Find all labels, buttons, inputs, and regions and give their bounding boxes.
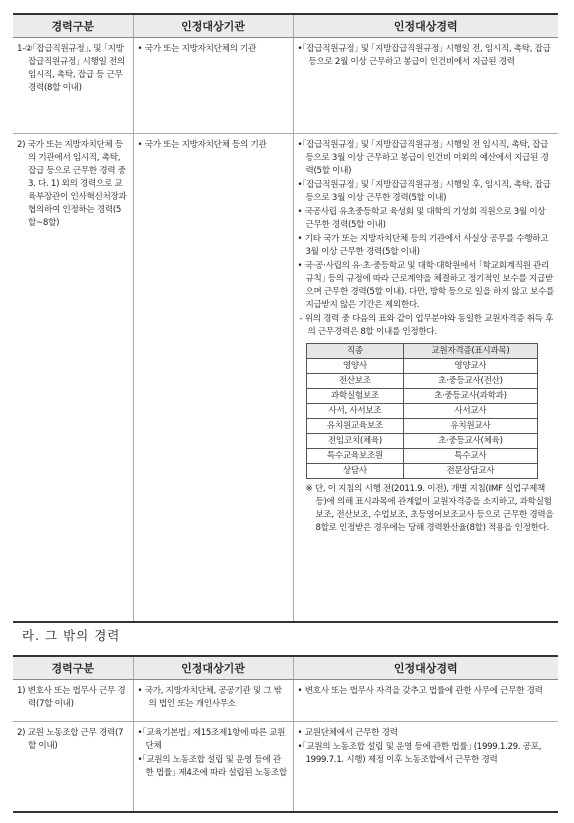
table-header-row [13, 656, 558, 680]
table-row [13, 38, 558, 134]
table-row [306, 419, 537, 434]
job-cell: 상담사 [306, 464, 404, 479]
cert-cell: 사서교사 [404, 404, 537, 419]
row-category: 2) 교원 노동조합 근무 경력(7할 이내) [13, 722, 133, 812]
row-institution: • 국가, 지방자치단체, 공공기관 및 그 밖의 법인 또는 개인사무소 [133, 680, 293, 722]
table-row [306, 389, 537, 404]
cert-cell: 초·중등교사(과학과) [404, 389, 537, 404]
cert-cell: 특수교사 [404, 449, 537, 464]
table-row [306, 449, 537, 464]
job-cell: 전임코치(체육) [306, 434, 404, 449]
table-row [306, 434, 537, 449]
table-row [306, 359, 537, 374]
cert-cell: 영양교사 [404, 359, 537, 374]
career-table-other [13, 655, 558, 813]
footnote: ※ 단, 이 지침의 시행 전(2011.9. 이전), 개별 지침(IMF 실업구제책 등)에 의해 표시과목에 관계없이 교원자격증을 소지하고, 과학실험보조, 전산보조, 수업보조, 초등영어보조교사 등으로 근무한 경력을 8할로 인정받은 경우에는 당해 경력환산율(8할) 적용을 인정한다. [305, 484, 554, 533]
header-institution: 인정대상기관 [133, 656, 293, 680]
table-row [306, 404, 537, 419]
header-institution: 인정대상기관 [133, 14, 293, 38]
header-category: 경력구분 [13, 656, 133, 680]
row-career: • 변호사 또는 법무사 자격을 갖추고 법률에 관한 사무에 근무한 경력 [293, 680, 558, 722]
row-category: 1) 변호사 또는 법무사 근무 경력(7할 이내) [13, 680, 133, 722]
job-cell: 전산보조 [306, 374, 404, 389]
list-item: •｢잡급직원규정｣ 및 ｢지방잡급직원규정｣ 시행일 전 임시직, 촉탁, 잡급 등으로 3월 이상 근무하고 봉급이 인건비 이외의 예산에서 지급된 경력(5할 이내) [297, 140, 549, 176]
row-institution [133, 722, 293, 812]
table-row [13, 722, 558, 812]
list-item: •｢교육기본법｣ 제15조제1항에 따른 교원단체 [137, 728, 286, 751]
table-row [13, 680, 558, 722]
cert-cell: 초·중등교사(전산) [404, 374, 537, 389]
row-category: 2) 국가 또는 지방자치단체 등의 기관에서 임시직, 촉탁, 잡급 등으로 근무한 경력 중 3. 다. 1) 외의 경력으로 교육부장관이 인사혁신처장과 협의하여 인정하는 경력(5할~8할) [13, 134, 133, 622]
job-cell: 유치원교육보조 [306, 419, 404, 434]
row-category: 1-②｢잡급직원규정｣, 및 ｢지방잡급직원규정｣ 시행일 전의 임시직, 촉탁, 잡급 등 근무 경력(8할 이내) [13, 38, 133, 134]
list-item: •｢교원의 노동조합 설립 및 운영 등에 관한 법률｣ 제4조에 따라 설립된 노동조합 [137, 755, 287, 778]
row-institution: • 국가 또는 지방자치단체의 기관 [133, 38, 293, 134]
row-career: •｢잡급직원규정｣ 및 ｢지방잡급직원규정｣ 시행일 전, 임시직, 촉탁, 잡급 등으로 2월 이상 근무하고 봉급이 인건비에서 지급된 경력 [293, 38, 558, 134]
header-career: 인정대상경력 [293, 656, 558, 680]
list-item: • 기타 국가 또는 지방자치단체 등의 기관에서 사실상 공무를 수행하고 3월 이상 근무한 경력(5할 이내) [297, 234, 549, 257]
table-row [306, 464, 537, 479]
list-item: • 국공사립 유초중등학교 육성회 및 대학의 기성회 직원으로 3월 이상 근무한 경력(5할 이내) [297, 207, 546, 230]
table-row [306, 374, 537, 389]
job-cell: 특수교육보조원 [306, 449, 404, 464]
table-row [13, 134, 558, 622]
career-table-main [13, 13, 558, 623]
job-cell: 영양사 [306, 359, 404, 374]
certificate-header-row [306, 344, 537, 359]
cert-cell: 초·중등교사(체육) [404, 434, 537, 449]
row-institution: • 국가 또는 지방자치단체 등의 기관 [133, 134, 293, 622]
sub-note: - 위의 경력 중 다음의 표와 같이 업무분야와 동일한 교원자격증 취득 후의 근무경력은 8할 이내를 인정한다. [299, 314, 554, 337]
row-career [293, 134, 558, 622]
cert-cell: 전문상담교사 [404, 464, 537, 479]
inner-header-job: 직종 [306, 344, 404, 359]
list-item: • 교원단체에서 근무한 경력 [297, 728, 398, 738]
list-item: • 국·공·사립의 유·초·중등학교 및 대학·대학원에서 ｢학교회계직원 관리규칙｣ 등의 규정에 따라 근로계약을 체결하고 정기적인 보수를 지급받으며 근무한 경력(5할 이내). 다만, 방학 등으로 일을 하지 않고 보수를 지급받지 않은 기간은 제외한다. [297, 261, 554, 310]
cert-cell: 유치원교사 [404, 419, 537, 434]
career-list [298, 139, 555, 312]
header-career: 인정대상경력 [293, 14, 558, 38]
table-header-row [13, 14, 558, 38]
section-title: 라. 그 밖의 경력 [22, 628, 121, 643]
list-item: •｢교원의 노동조합 설립 및 운영 등에 관한 법률｣ (1999.1.29. 공포, 1999.7.1. 시행) 제정 이후 노동조합에서 근무한 경력 [297, 742, 542, 765]
row-career [293, 722, 558, 812]
job-cell: 과학실험보조 [306, 389, 404, 404]
list-item: •｢잡급직원규정｣ 및 ｢지방잡급직원규정｣ 시행일 후, 임시직, 촉탁, 잡급 등으로 3월 이상 근무한 경력(5할 이내) [297, 180, 551, 203]
header-category: 경력구분 [13, 14, 133, 38]
job-cell: 사서, 사서보조 [306, 404, 404, 419]
certificate-table [306, 343, 538, 479]
inner-header-cert: 교원자격증(표시과목) [404, 344, 537, 359]
